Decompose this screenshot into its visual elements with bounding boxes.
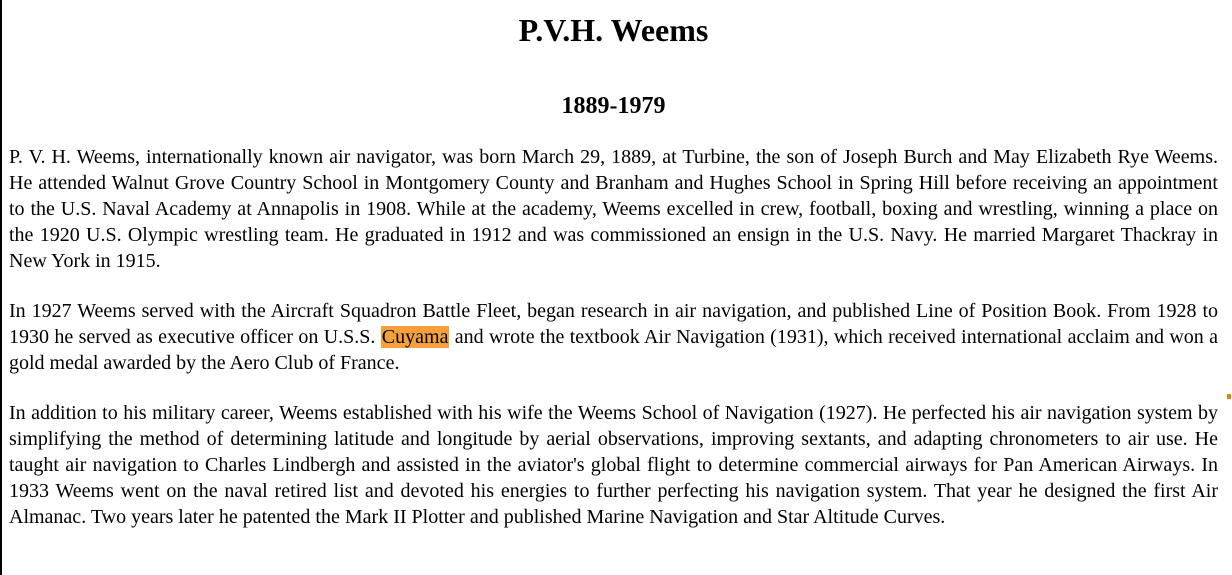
paragraph-navy-career — [9, 298, 1218, 376]
scrollbar-find-match-tick — [1227, 394, 1231, 399]
paragraph-navy-career-text-after: and wrote the textbook Air Navigation (1931), which received international acclaim and won a gold medal awarded by the Aero Club of France. — [9, 326, 1218, 374]
page-title: P.V.H. Weems — [518, 12, 709, 48]
paragraph-biography-early-life: P. V. H. Weems, internationally known air navigator, was born March 29, 1889, at Turbine, the son of Joseph Burch and May Elizabeth Rye Weems. He attended Walnut Grove Country School in Montgomery County and Branham and Hughes School in Spring Hill before receiving an appointment to the U.S. Naval Academy at Annapolis in 1908. While at the academy, Weems excelled in crew, football, boxing and wrestling, winning a place on the 1920 U.S. Olympic wrestling team. He graduated in 1912 and was commissioned an ensign in the U.S. Navy. He married Margaret Thackray in New York in 1915. — [9, 146, 1218, 272]
page-subtitle: 1889-1979 — [561, 93, 666, 119]
paragraph-navy-career-text-before: In 1927 Weems served with the Aircraft Squadron Battle Fleet, began research in air navigation, and published Line of Position Book. From 1928 to 1930 he served as executive officer on U.S.S. — [9, 300, 1218, 348]
document-content — [2, 0, 1232, 575]
find-match-highlight: Cuyama — [381, 326, 449, 348]
paragraph-navigation-school: In addition to his military career, Weems established with his wife the Weems School of Navigation (1927). He perfected his air navigation system by simplifying the method of determining latitude and longitude by aerial observations, improving sextants, and adapting chronometers to air use. He taught air navigation to Charles Lindbergh and assisted in the aviator's global flight to determine commercial airways for Pan American Airways. In 1933 Weems went on the naval retired list and devoted his energies to further perfecting his navigation system. That year he designed the first Air Almanac. Two years later he patented the Mark II Plotter and published Marine Navigation and Star Altitude Curves. — [9, 402, 1218, 528]
